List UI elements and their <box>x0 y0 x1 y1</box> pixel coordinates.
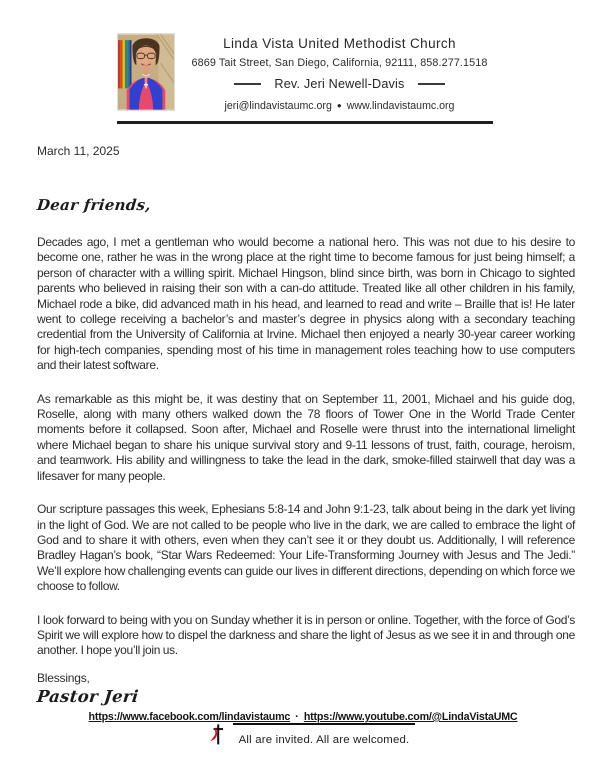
youtube-link[interactable]: https://www.youtube.com/@LindaVistaUMC <box>303 711 518 723</box>
link-separator: · <box>295 711 299 723</box>
letterhead <box>117 33 493 124</box>
dash-ornament-left <box>234 83 261 85</box>
contact-row <box>186 100 493 112</box>
tagline-row <box>9 723 606 748</box>
church-website: www.lindavistaumc.org <box>346 100 455 112</box>
signature: Pastor Jeri <box>36 686 140 706</box>
pastor-name: Rev. Jeri Newell-Davis <box>274 77 405 91</box>
salutation: Dear friends, <box>36 196 152 214</box>
letter-date: March 11, 2025 <box>37 144 120 158</box>
church-address: 6869 Tait Street, San Diego, California, 92111, 858.277.1518 <box>191 57 488 69</box>
letter-body <box>37 144 575 707</box>
dash-ornament-right <box>418 83 445 85</box>
tagline-box <box>233 723 415 748</box>
paragraph-3: Our scripture passages this week, Ephesians 5:8-14 and John 9:1-23, talk about being in the dark yet living in the light of God. We are not called to be people who live in the dark, we are called to embrace the light of God and to share it with others, even when they can’t see it or they doubt us. Additionally, I will reference Bradley Hagan’s book, “Star Wars Redeemed: Your Life-Transforming Journey with Jesus and The Jedi.” We’ll explore how challenging events can guide our lives in different directions, depending on which force we choose to follow. <box>37 502 575 594</box>
paragraph-2: As remarkable as this might be, it was destiny that on September 11, 2001, Michael and his guide dog, Roselle, along with many others walked down the 78 floors of Tower One in the World Trade Center moments before it collapsed. Soon after, Michael and Roselle were thrust into the international limelight where Michael began to share his unique survival story and 9-11 lessons of trust, faith, courage, heroism, and teamwork. His ability and willingness to take the lead in the dark, smoke-filled stairwell that day was a lifesaver for many people. <box>37 391 575 483</box>
pastor-photo-illustration <box>118 34 174 110</box>
pastor-photo <box>117 33 175 111</box>
church-name: Linda Vista United Methodist Church <box>223 36 456 51</box>
paragraph-4: I look forward to being with you on Sunday whether it is in person or online. Together, with the force of God’s Spirit we will explore how to dispel the darkness and share the light of Jesus as we see it in and through one another. I hope you’ll join us. <box>37 612 575 658</box>
closing: Blessings, <box>37 670 90 685</box>
tagline: All are invited. All are welcomed. <box>238 734 410 746</box>
letterhead-rule <box>117 121 493 124</box>
bullet-separator: ● <box>336 101 342 110</box>
paragraph-1: Decades ago, I met a gentleman who would become a national hero. This was not due to his desire to become one, rather he was in the wrong place at the right time to become famous for just being himself; a person of character with a willing spirit. Michael Hingson, blind since birth, was born in Chicago to sighted parents who believed in raising their son with a can-do attitude. Treated like all other children in his family, Michael rode a bike, did advanced math in his head, and learned to read and write – Braille that is! He later went to college receiving a bachelor’s and master’s degree in physics along with a secondary teaching credential from the University of California at Irvine. Michael then enjoyed a nearly 30-year career working for high-tech companies, spending most of his time in management roles teaching how to use computers and their latest software. <box>37 235 575 373</box>
facebook-link[interactable]: https://www.facebook.com/lindavistaumc <box>88 711 291 723</box>
pastor-row <box>186 77 493 91</box>
pastor-email: jeri@lindavistaumc.org <box>224 100 332 112</box>
umc-cross-and-flame-icon <box>209 723 225 748</box>
